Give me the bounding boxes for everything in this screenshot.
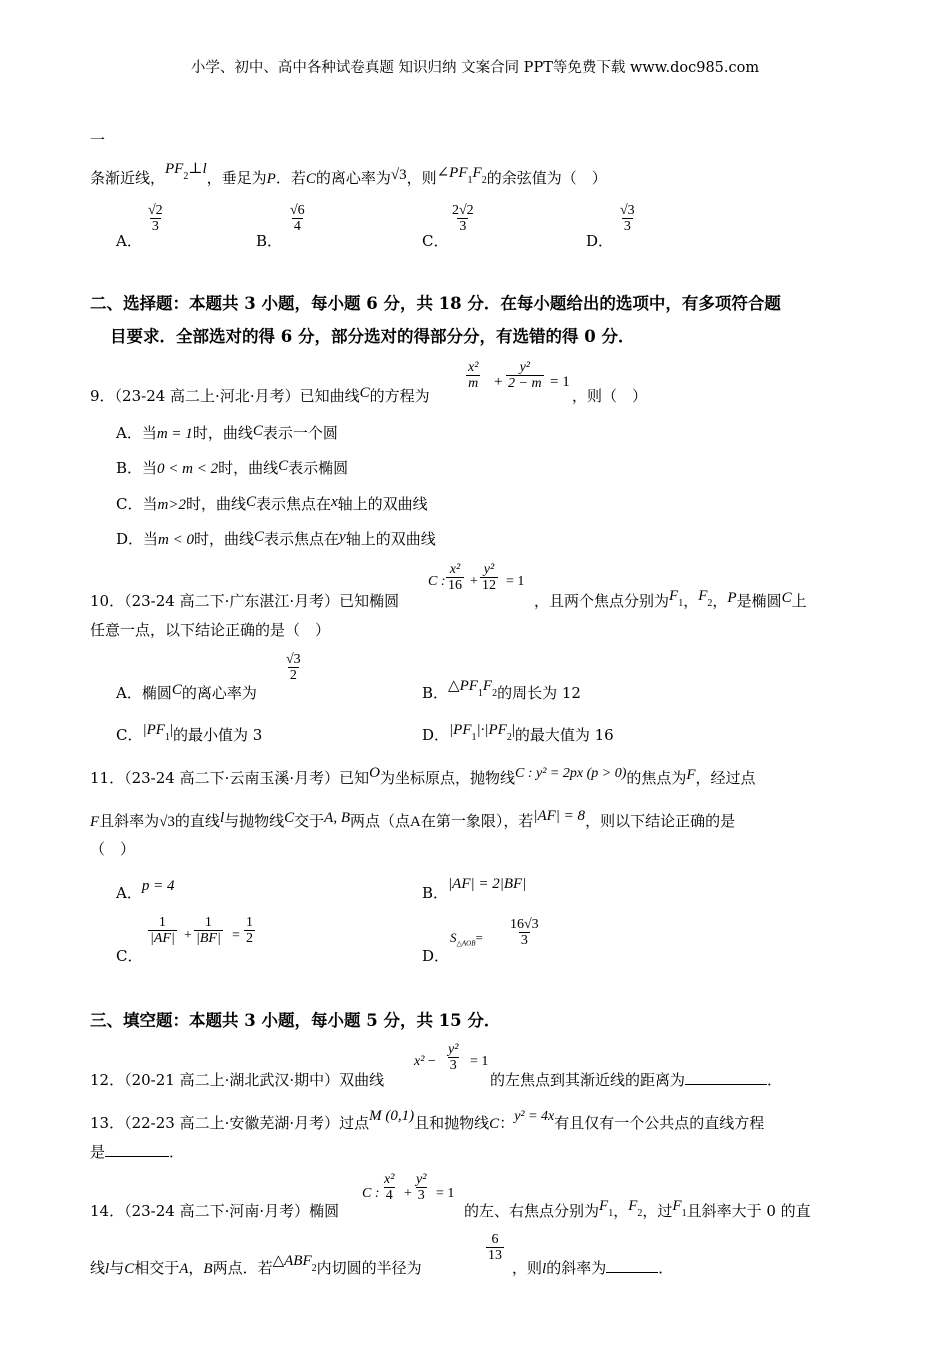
q10-eq: = 1 xyxy=(506,574,525,589)
inline-text: x² xyxy=(384,1172,395,1187)
inline-text: 3 xyxy=(417,1188,425,1203)
inline-text: 2 xyxy=(707,598,713,609)
inline-text: C． xyxy=(116,726,143,744)
inline-text: 的方程为 xyxy=(369,387,430,405)
inline-text: 两点（点 xyxy=(349,812,410,830)
inline-text: √3 xyxy=(159,814,175,830)
inline-text: ，过 xyxy=(642,1202,673,1220)
inline-text: √6 xyxy=(290,203,305,218)
q8-text: ．若 xyxy=(275,169,306,187)
inline-text: 12 xyxy=(482,578,496,593)
section2-heading-cont: 目要求．全部选对的得 6 分，部分选对的得部分分，有选错的得 0 分． xyxy=(110,327,635,346)
q9-stem xyxy=(90,386,430,407)
inline-text: F xyxy=(686,767,696,783)
inline-text: 1 xyxy=(158,915,166,930)
q12-eq: = 1 xyxy=(470,1054,489,1069)
inline-text: C xyxy=(171,682,182,698)
inline-text: |PF xyxy=(449,722,472,738)
inline-text: 在第一象限），若 xyxy=(420,812,534,830)
q10-option-c xyxy=(116,722,263,746)
inline-text: C xyxy=(489,1116,500,1132)
inline-text: 是 xyxy=(90,1143,106,1161)
q8-option-a-label: A． xyxy=(116,232,142,250)
inline-text: 的直线 xyxy=(174,812,220,830)
inline-text: − xyxy=(427,1054,436,1069)
inline-text: 的最大值为 16 xyxy=(514,726,614,744)
inline-text: 上 xyxy=(791,592,807,610)
inline-text: D． xyxy=(422,726,450,744)
inline-text: 6 xyxy=(491,1232,499,1247)
q13-stem-line2 xyxy=(90,1142,184,1162)
q10-option-a-frac xyxy=(284,652,303,683)
inline-text: 表示椭圆 xyxy=(288,459,349,477)
q8-text: 条渐近线， xyxy=(90,169,166,187)
q8-text: 的余弦值为（ ） xyxy=(486,169,607,187)
inline-text: y² xyxy=(448,1042,459,1057)
inline-text: 时，曲线 xyxy=(192,424,253,442)
inline-text: √3 xyxy=(620,203,635,218)
inline-text: 1 xyxy=(164,732,170,743)
q10-stem xyxy=(90,591,399,611)
q8-option-c-label: C． xyxy=(422,232,449,250)
inline-text: S xyxy=(450,930,457,945)
inline-text: m xyxy=(468,376,479,391)
inline-text: 的左、右焦点分别为 xyxy=(464,1202,600,1220)
q9-eq: = 1 xyxy=(550,374,570,390)
inline-text: 4 xyxy=(385,1188,393,1203)
inline-text: 轴上的双曲线 xyxy=(337,495,428,513)
inline-text: F xyxy=(698,588,708,604)
inline-text: F xyxy=(90,814,100,830)
inline-text: 相交于 xyxy=(134,1259,180,1277)
inline-text: 16√3 xyxy=(510,917,539,932)
q11-option-c-plus: + xyxy=(184,928,192,943)
q8-angle: ∠PF xyxy=(436,165,468,181)
inline-text: ，则 xyxy=(512,1259,543,1277)
inline-text: A, B xyxy=(324,810,350,826)
inline-text: 两点．若 xyxy=(212,1259,273,1277)
inline-text: | xyxy=(169,722,173,738)
q8-option-c-frac xyxy=(450,203,476,234)
inline-text: 2 xyxy=(637,1208,643,1219)
q9-frac-x xyxy=(466,360,480,391)
q9-plus: + xyxy=(494,374,503,390)
q8-p: P xyxy=(266,171,276,187)
q11-option-c-label: C． xyxy=(116,947,143,965)
q11-stem xyxy=(90,765,756,790)
inline-text: 2 xyxy=(246,931,253,946)
inline-text: |BF| xyxy=(196,931,221,946)
q14-stem-line2 xyxy=(90,1253,422,1279)
inline-text: 9． xyxy=(90,387,115,405)
inline-text: O xyxy=(369,765,380,781)
inline-text: 3 xyxy=(449,1058,457,1073)
q14-answer-blank[interactable] xyxy=(606,1272,658,1273)
inline-text: 1 xyxy=(678,598,684,609)
inline-text: ． xyxy=(169,1143,185,1161)
section2-heading: 二、选择题：本题共 3 小题，每小题 6 分，共 18 分．在每小题给出的选项中，有多项符合题 xyxy=(90,294,781,313)
inline-text: 13． xyxy=(90,1114,125,1132)
q11-option-d-area xyxy=(450,930,483,946)
inline-text: 0 < m < 2 xyxy=(157,461,219,477)
q8-option-d-label: D． xyxy=(586,232,614,250)
q10-plus: + xyxy=(470,574,478,589)
inline-text: C xyxy=(781,590,792,606)
inline-text: 2 − m xyxy=(508,376,542,391)
q8-text: 的离心率为 xyxy=(315,169,391,187)
inline-text: F xyxy=(599,1198,609,1214)
inline-text: |AF| = 8 xyxy=(533,808,586,824)
inline-text: |AF| xyxy=(150,931,175,946)
inline-text: （22-23 高二上·安徽芜湖·月考）过点 xyxy=(124,1114,370,1132)
q10-option-b xyxy=(422,678,581,704)
inline-text: 的左焦点到其渐近线的距离为 xyxy=(490,1071,686,1089)
q10-stem-line2: 任意一点，以下结论正确的是（ ） xyxy=(90,621,331,639)
inline-text: ， xyxy=(188,1259,204,1277)
inline-text: ： xyxy=(499,1114,515,1132)
q8-sqrt3: √3 xyxy=(390,167,407,183)
inline-text: 4 xyxy=(293,219,301,234)
inline-text: 11． xyxy=(90,769,125,787)
inline-text: 有且仅有一个公共点的直线方程 xyxy=(554,1114,765,1132)
inline-text: m>2 xyxy=(157,497,186,513)
inline-text: 12． xyxy=(90,1071,125,1089)
inline-text: = xyxy=(475,930,483,945)
inline-text: 1 xyxy=(471,732,477,743)
q11-stem-line2 xyxy=(90,808,736,832)
q8-option-d-frac xyxy=(618,203,637,234)
q8-text: ，则 xyxy=(406,169,437,187)
inline-text: 的焦点为 xyxy=(626,769,687,787)
q14-frac-radius xyxy=(486,1232,504,1263)
inline-text: （23-24 高二上·河北·月考）已知曲线 xyxy=(114,387,360,405)
q14-frac-x xyxy=(382,1172,396,1203)
q12-frac xyxy=(446,1042,460,1073)
inline-text: A． xyxy=(116,884,142,902)
q14-c: C : xyxy=(362,1186,380,1201)
inline-text: ，经过点 xyxy=(695,769,756,787)
q8-option-a-frac xyxy=(146,203,165,234)
q13-answer-blank[interactable] xyxy=(105,1156,169,1157)
inline-text: △ABF xyxy=(272,1253,312,1269)
inline-text: 表示焦点在 xyxy=(264,530,340,548)
inline-text: C xyxy=(278,458,289,474)
q9-stem-end: ，则（ ） xyxy=(572,387,648,405)
inline-text: 且和抛物线 xyxy=(414,1114,490,1132)
inline-text: C．当 xyxy=(116,495,158,513)
inline-text: y² = 4x xyxy=(514,1109,555,1124)
q8-pf: PF xyxy=(165,161,184,177)
q8-perp: ⊥ xyxy=(188,159,203,177)
inline-text: B．当 xyxy=(116,459,158,477)
inline-text: A．当 xyxy=(116,424,157,442)
inline-text: √3 xyxy=(286,652,301,667)
q10-frac-x xyxy=(446,562,464,593)
inline-text: y² xyxy=(416,1172,427,1187)
inline-text: F xyxy=(628,1198,638,1214)
inline-text: 13 xyxy=(488,1248,502,1263)
inline-text: 1 xyxy=(477,688,483,699)
q11-option-c-frac3 xyxy=(244,915,255,946)
q8-c: C xyxy=(305,171,316,187)
inline-text: |PF xyxy=(142,722,165,738)
inline-text: 2 xyxy=(311,1263,317,1274)
q8-sub: 2 xyxy=(183,171,189,182)
inline-text: ，则以下结论正确的是 xyxy=(585,812,736,830)
q9-option-b xyxy=(116,458,348,479)
inline-text: 3 xyxy=(151,219,159,234)
inline-text: P xyxy=(727,590,737,606)
inline-text: 轴上的双曲线 xyxy=(345,530,436,548)
q8-sub: 2 xyxy=(481,175,487,186)
inline-text: （23-24 高二下·河南·月考）椭圆 xyxy=(124,1202,340,1220)
inline-text: x² xyxy=(449,562,461,577)
inline-text: ． xyxy=(658,1259,674,1277)
q14-stem-line2-end xyxy=(512,1258,673,1279)
inline-text: x² xyxy=(468,360,479,375)
inline-text: A xyxy=(410,814,421,830)
inline-text: |·|PF xyxy=(476,722,507,738)
section3-heading: 三、填空题：本题共 3 小题，每小题 5 分，共 15 分． xyxy=(90,1011,501,1030)
inline-text: 3 xyxy=(623,219,631,234)
q10-c: C : xyxy=(428,574,446,589)
inline-text: 的离心率为 xyxy=(181,684,257,702)
inline-text: y² xyxy=(519,360,530,375)
inline-text: ， xyxy=(683,592,699,610)
inline-text: M (0,1) xyxy=(369,1108,415,1124)
inline-text: 2 xyxy=(492,688,498,699)
inline-text: 1 xyxy=(681,1208,687,1219)
q14-stem xyxy=(90,1201,339,1221)
inline-text: x² xyxy=(414,1054,425,1069)
q11-stem-line3: （ ） xyxy=(90,840,136,858)
q8-option-b-label: B． xyxy=(256,232,283,250)
q13-stem xyxy=(90,1108,765,1135)
inline-text: 1 xyxy=(204,915,212,930)
q11-option-b xyxy=(422,876,527,904)
q8-stem xyxy=(90,159,607,189)
inline-text: 内切圆的半径为 xyxy=(316,1259,422,1277)
inline-text: m < 0 xyxy=(158,532,194,548)
q11-option-c-frac1 xyxy=(148,915,177,946)
q8-options xyxy=(116,203,676,253)
inline-text: y xyxy=(339,529,346,545)
inline-text: （23-24 高二下·云南玉溪·月考）已知 xyxy=(124,769,370,787)
inline-text: 1 xyxy=(246,915,253,930)
inline-text: A．椭圆 xyxy=(116,684,172,702)
inline-text: B xyxy=(203,1261,213,1277)
inline-text: l xyxy=(219,810,225,826)
q10-frac-y xyxy=(480,562,498,593)
q11-option-d-frac xyxy=(508,917,541,948)
inline-text: C xyxy=(245,494,256,510)
q12-math xyxy=(414,1054,436,1070)
q10-option-a xyxy=(116,683,257,704)
page-header: 小学、初中、高中各种试卷真题 知识归纳 文案合同 PPT等免费下载 www.doc985.com xyxy=(190,60,760,76)
q9-frac-y xyxy=(506,360,544,391)
q14-stem-rest xyxy=(464,1198,811,1222)
inline-text: ， xyxy=(613,1202,629,1220)
inline-text: 是椭圆 xyxy=(736,592,782,610)
q11-option-a xyxy=(116,878,175,904)
inline-text: 3 xyxy=(520,933,528,948)
q8-text: ，垂足为 xyxy=(206,169,267,187)
inline-text: y² xyxy=(483,562,495,577)
inline-text: 与抛物线 xyxy=(224,812,285,830)
inline-text: 的斜率为 xyxy=(546,1259,607,1277)
inline-text: m = 1 xyxy=(156,426,193,442)
q12-stem-rest xyxy=(490,1070,782,1090)
inline-text: ． xyxy=(767,1071,783,1089)
inline-text: D．当 xyxy=(116,530,159,548)
q14-frac-y xyxy=(414,1172,428,1203)
inline-text: C xyxy=(124,1261,135,1277)
inline-text: C xyxy=(359,385,370,401)
inline-text: 14． xyxy=(90,1202,125,1220)
inline-text: F xyxy=(482,678,493,694)
inline-text: C : y² = 2px (p > 0) xyxy=(515,766,627,781)
inline-text: A xyxy=(179,1261,189,1277)
inline-text: 2√2 xyxy=(452,203,474,218)
q8-option-b-frac xyxy=(288,203,307,234)
q14-plus: + xyxy=(404,1186,412,1201)
inline-text: 3 xyxy=(459,219,467,234)
inline-text: 10． xyxy=(90,592,125,610)
inline-text: △AOB xyxy=(456,939,476,948)
q10-option-d xyxy=(422,722,614,746)
inline-text: （20-21 高二上·湖北武汉·期中）双曲线 xyxy=(124,1071,385,1089)
q9-option-a xyxy=(116,423,338,444)
inline-text: |AF| = 2|BF| xyxy=(448,876,527,892)
inline-text: B． xyxy=(422,884,449,902)
q14-eq: = 1 xyxy=(436,1186,455,1201)
inline-text: 的周长为 12 xyxy=(497,684,581,702)
inline-text: 且斜率大于 0 的直 xyxy=(686,1202,811,1220)
q10-stem-rest xyxy=(534,588,807,612)
q8-sub: 1 xyxy=(467,175,473,186)
inline-text: 1 xyxy=(608,1208,614,1219)
inline-text: F xyxy=(672,1198,682,1214)
inline-text: ， xyxy=(712,592,728,610)
inline-text: 16 xyxy=(448,578,462,593)
inline-text: 的最小值为 3 xyxy=(172,726,263,744)
inline-text: | xyxy=(511,722,515,738)
inline-text: 线 xyxy=(90,1259,106,1277)
inline-text: 表示一个圆 xyxy=(262,424,338,442)
q11-option-c-eq: = xyxy=(232,928,240,943)
inline-text: （23-24 高二下·广东湛江·月考）已知椭圆 xyxy=(124,592,400,610)
inline-text: l xyxy=(105,1261,110,1277)
q11-option-d-label: D． xyxy=(422,947,450,965)
inline-text: l xyxy=(542,1261,547,1277)
q11-option-c-frac2 xyxy=(194,915,223,946)
inline-text: △PF xyxy=(448,678,478,694)
q9-option-d xyxy=(116,529,436,550)
inline-text: 交于 xyxy=(294,812,325,830)
inline-text: 时，曲线 xyxy=(185,495,246,513)
inline-text: F xyxy=(669,588,679,604)
inline-text: 为坐标原点，抛物线 xyxy=(380,769,516,787)
q12-answer-blank[interactable] xyxy=(685,1084,767,1085)
inline-text: 时，曲线 xyxy=(218,459,279,477)
inline-text: √2 xyxy=(148,203,163,218)
inline-text: C xyxy=(284,810,295,826)
inline-text: B． xyxy=(422,684,449,702)
q8-f: F xyxy=(472,165,482,181)
inline-text: C xyxy=(254,529,265,545)
inline-text: ，且两个焦点分别为 xyxy=(534,592,670,610)
q12-stem xyxy=(90,1070,384,1090)
inline-text: 2 xyxy=(506,732,512,743)
q9-option-c xyxy=(116,494,428,515)
inline-text: x xyxy=(331,494,338,510)
inline-text: 时，曲线 xyxy=(194,530,255,548)
inline-text: 表示焦点在 xyxy=(255,495,331,513)
inline-text: 且斜率为 xyxy=(99,812,160,830)
q8-top-fragment: 一 xyxy=(90,131,106,149)
inline-text: 2 xyxy=(289,668,297,683)
inline-text: 与 xyxy=(109,1259,125,1277)
inline-text: p = 4 xyxy=(141,878,175,894)
inline-text: C xyxy=(252,423,263,439)
q8-l: l xyxy=(202,161,207,177)
